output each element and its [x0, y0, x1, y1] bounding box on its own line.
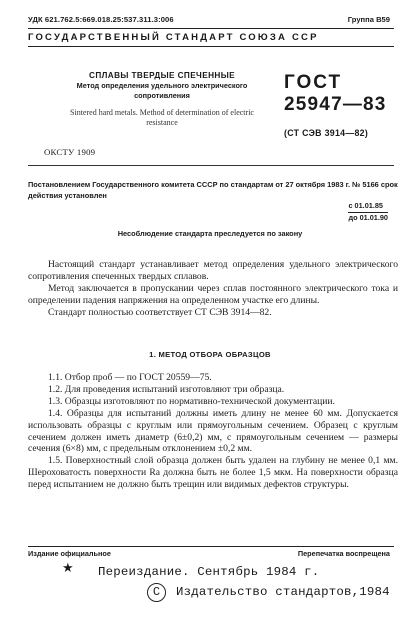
intro-text [28, 259, 398, 319]
section-title: 1. МЕТОД ОТБОРА ОБРАЗЦОВ [149, 350, 271, 359]
title-ru-sub: Метод определения удельного электрического сопротивления [76, 81, 248, 100]
section-paragraph: 1.5. Поверхностный слой образца должен быть удален на глубину не менее 0,1 мм. Шероховатость поверхности Ra должна быть не более 1,5 мкм. На поверхности образца перед испытанием не должно быть трещин или видимых дефектов структуры. [28, 455, 398, 491]
middle-rule [28, 165, 394, 166]
title-en: Sintered hard metals. Method of determination of electric resistance [70, 108, 254, 127]
copyright-stamp: Издательство стандартов,1984 [176, 585, 390, 599]
section-text [28, 372, 398, 491]
official-edition: Издание официальное [28, 549, 111, 558]
sev-reference: (СТ СЭВ 3914—82) [284, 128, 369, 138]
reprint-prohibited: Перепечатка воспрещена [297, 549, 390, 558]
gost-number: 25947—83 [284, 94, 387, 115]
legal-warning: Несоблюдение стандарта преследуется по закону [117, 229, 303, 238]
top-rule-2 [28, 46, 394, 47]
group-code: Группа В59 [347, 15, 390, 24]
title-block [62, 71, 262, 128]
date-from: с 01.01.85 [348, 201, 383, 210]
intro-paragraph: Стандарт полностью соответствует СТ СЭВ 3914—82. [48, 306, 272, 318]
star-icon: ★ [62, 561, 74, 576]
decree-text: Постановлением Государственного комитета СССР по стандартам от 27 октября 1983 г. № 5166 срок действия установлен [28, 180, 398, 200]
copyright-icon: C [147, 583, 166, 602]
okstu-code: ОКСТУ 1909 [44, 147, 96, 157]
top-rule [28, 28, 394, 29]
validity-dates [348, 201, 388, 223]
section-paragraph: 1.4. Образцы для испытаний должны иметь длину не менее 60 мм. Допускается использовать образцы с круглым или прямоугольным сечением. Образец с круглым сечением должен иметь диаметр (6±0,2) мм, с прямоугольным сечением — размеры сечения (6×8) мм, с предельным отклонением ±0,2 мм. [28, 407, 398, 455]
section-paragraph: 1.3. Образцы изготовляют по нормативно-технической документации. [48, 395, 335, 407]
date-to: до 01.01.90 [348, 212, 388, 222]
reprint-stamp: Переиздание. Сентябрь 1984 г. [98, 565, 320, 579]
udk-code: УДК 621.762.5:669.018.25:537.311.3:006 [28, 15, 174, 24]
bottom-rule [28, 546, 394, 547]
intro-paragraph: Метод заключается в пропускании через сплав постоянного электрического тока и определении падения напряжения на определенном участке его длины. [28, 282, 398, 306]
gost-word: ГОСТ [284, 72, 343, 93]
title-ru-main: СПЛАВЫ ТВЕРДЫЕ СПЕЧЕННЫЕ [89, 71, 235, 80]
section-paragraph: 1.2. Для проведения испытаний изготовляют три образца. [48, 383, 285, 395]
intro-paragraph: Настоящий стандарт устанавливает метод определения удельного электрического сопротивления спеченных твердых сплавов. [28, 259, 398, 282]
gost-designation [284, 72, 394, 138]
standard-line: ГОСУДАРСТВЕННЫЙ СТАНДАРТ СОЮЗА ССР [28, 32, 319, 43]
section-paragraph: 1.1. Отбор проб — по ГОСТ 20559—75. [48, 372, 212, 383]
